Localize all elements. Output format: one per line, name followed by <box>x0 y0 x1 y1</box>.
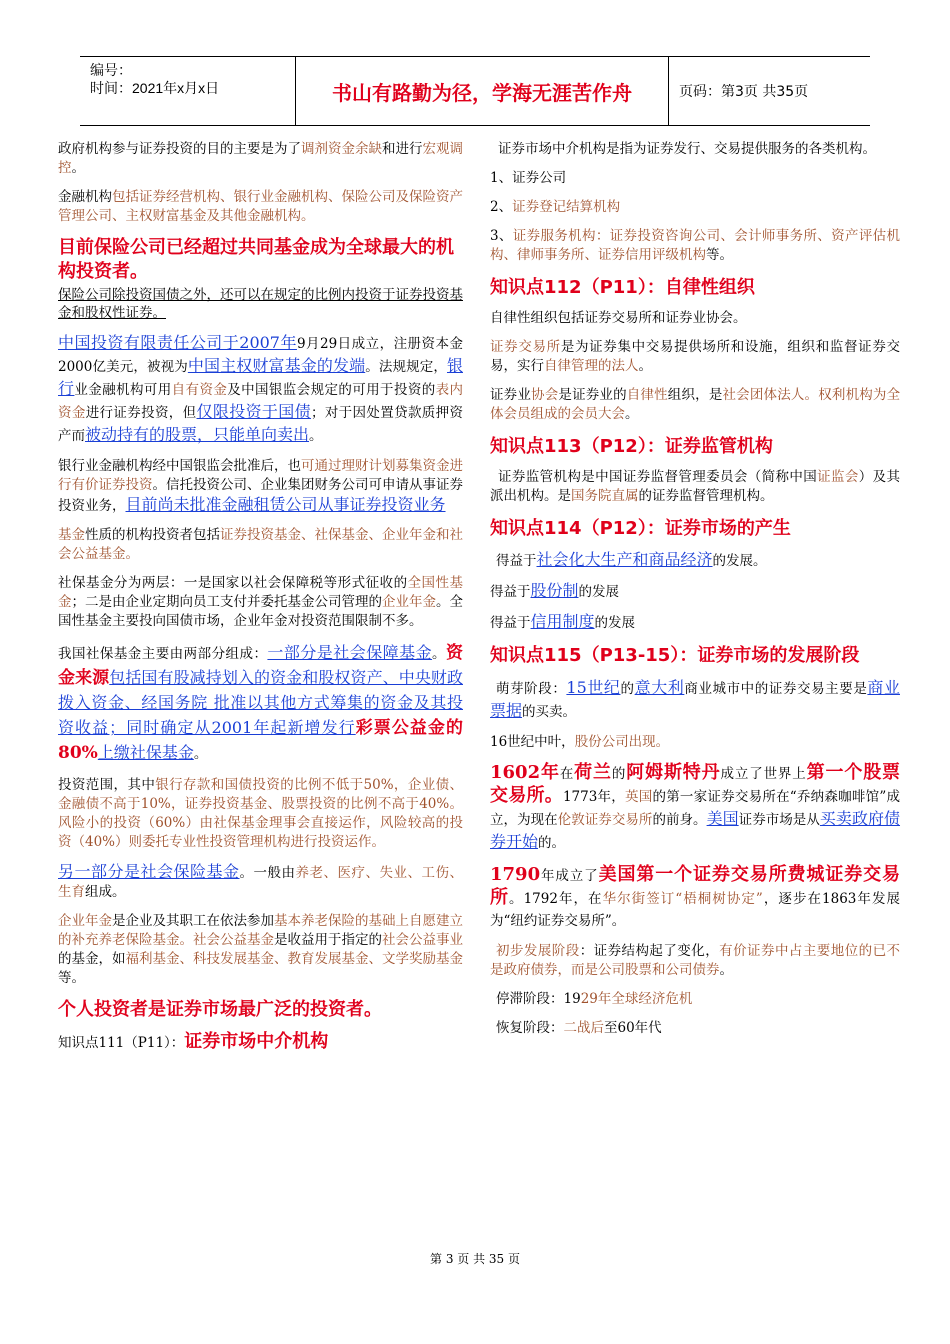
text-run: 。 <box>625 406 639 422</box>
text-run: ；二是由企业定期向员工支付并委托基金公司管理的 <box>71 594 382 610</box>
text-run: 进行证券投资，但 <box>85 405 197 421</box>
text-run: 知识点111（P11）： <box>58 1035 185 1051</box>
section-heading: 知识点112（P11）：自律性组织 <box>490 277 755 298</box>
text-run: 的 <box>620 681 635 697</box>
text-run: 养老、医疗、失业、工伤、生育 <box>58 865 463 900</box>
text-run: 信用制度 <box>530 612 595 631</box>
text-run: 业金融机构可用 <box>74 382 172 398</box>
text-run: 国务院直属 <box>571 488 639 504</box>
text-run: 证监会 <box>817 469 859 485</box>
paragraph <box>490 612 900 633</box>
text-run: ；对于因处置贷款质押资产而 <box>58 405 463 444</box>
text-run: 萌芽阶段： <box>496 681 567 697</box>
text-run: 包括证券经营机构、银行业金融机构、保险公司及保险资产管理公司、主权财富基金及其他金融机构。 <box>58 189 463 224</box>
text-run: 。 <box>432 646 447 662</box>
text-run: 。 <box>638 358 652 374</box>
highlight-heading: 目前保险公司已经超过共同基金成为全球最大的机构投资者。 <box>58 237 454 282</box>
text-run: 自律管理的法人 <box>544 358 639 374</box>
text-run: 企业年金 <box>382 594 436 610</box>
paragraph <box>490 581 900 602</box>
text-run: 伦敦证券交易所 <box>557 812 653 828</box>
text-run: 的 <box>611 766 627 782</box>
paragraph <box>58 332 463 447</box>
text-run: 投资范围，其中 <box>58 777 156 793</box>
text-run: 美国 <box>706 809 739 828</box>
text-run: 社会公益事业 <box>382 932 463 948</box>
text-run: 是为证券集中交易提供场所和设施，组织和监督证券交易，实行 <box>490 339 901 374</box>
section-title <box>58 1030 463 1054</box>
list-item <box>490 198 900 217</box>
text-run: 是企业及其职工在依法参加 <box>112 913 274 929</box>
paragraph <box>490 942 900 980</box>
page-footer: 第 3 页 共 35 页 <box>430 1252 520 1266</box>
text-run: 的发展 <box>578 584 620 600</box>
text-run: 得益于 <box>496 553 537 569</box>
section-heading: 知识点114（P12）：证券市场的产生 <box>490 518 791 539</box>
text-run: 意大利 <box>634 678 685 697</box>
text-run: 的。 <box>538 835 566 851</box>
text-run: 和进行 <box>382 141 423 157</box>
paragraph <box>58 574 463 631</box>
paragraph <box>490 990 900 1009</box>
list-item: 1、证券公司 <box>490 170 567 186</box>
text-run: 证券市场是从 <box>738 812 820 828</box>
text-run: 商业城市中的证券交易主要是 <box>684 681 868 697</box>
text-run: 社会化大生产和商品经济 <box>536 550 713 569</box>
paragraph <box>490 677 900 723</box>
text-run: 恢复阶段： <box>496 1020 564 1036</box>
text-run: 。权利机构为全体会员组成的会员大会 <box>490 387 901 422</box>
text-run: 2、 <box>490 199 513 215</box>
text-run: 等。 <box>706 247 733 263</box>
text-run: 的第一家证券交易所在“乔纳森咖啡馆”成立，为现在 <box>490 789 900 828</box>
text-run: 3、 <box>490 228 513 244</box>
text-run: 中国投资有限责任公司于2007年 <box>58 333 297 352</box>
paragraph <box>58 862 463 902</box>
text-run: 股份公司出现。 <box>574 734 670 750</box>
text-run: 16世纪中叶， <box>490 734 575 750</box>
text-run: 。 <box>71 160 85 176</box>
paragraph <box>490 550 900 571</box>
text-run: 阿姆斯特丹 <box>626 762 721 783</box>
text-run: 买卖政府债券开始 <box>490 809 901 851</box>
text-run: 华尔街签订“梧桐树协定” <box>602 891 763 907</box>
text-run: 证券监管机构是中国证券监督管理委员会（简称中国 <box>498 469 818 485</box>
text-run: 的基金，如 <box>58 951 126 967</box>
text-run: 金融机构 <box>58 189 112 205</box>
paragraph <box>58 140 463 178</box>
paragraph <box>490 1019 900 1038</box>
text-run: 被动持有的股票，只能单向卖出 <box>85 425 310 444</box>
text-run: 证券投资基金、社保基金、企业年金和社会公益基金。 <box>58 527 463 562</box>
list-item <box>490 227 900 265</box>
text-run: 社保基金分为两层：一是国家以社会保障税等形式征收的 <box>58 575 408 591</box>
text-run: 15世纪 <box>566 678 621 697</box>
text-run: 的买卖。 <box>522 704 577 720</box>
text-run: 的证券监督管理机构。 <box>638 488 774 504</box>
header-page-code: 页码：第3页 共35页 <box>679 84 809 100</box>
paragraph <box>490 864 900 932</box>
text-run: 是证券业的 <box>558 387 627 403</box>
text-run: 调剂资金余缺 <box>301 141 382 157</box>
text-run: 商业票据 <box>490 678 900 720</box>
text-run: 。 <box>309 428 323 444</box>
text-run: 社会团体法人 <box>722 387 805 403</box>
text-run: 荷兰 <box>574 762 612 783</box>
header-motto: 书山有路勤为径，学海无涯苦作舟 <box>295 57 669 125</box>
text-run: 目前尚未批准金融租赁公司从事证券投资业务 <box>125 495 446 514</box>
text-run: 证券市场中介机构 <box>184 1031 329 1052</box>
paragraph <box>490 762 900 854</box>
text-run: 证券登记结算机构 <box>512 199 621 215</box>
text-run: 至60年代 <box>604 1020 662 1036</box>
text-run: 美国第一个证券交易所费城证券交易所 <box>490 864 901 908</box>
text-run: 一部分是社会保障基金 <box>267 643 433 662</box>
right-column <box>490 140 900 1048</box>
text-run: 上缴社保基金 <box>97 743 194 762</box>
text-run: 是收益用于指定的 <box>274 932 382 948</box>
text-run: 得益于 <box>490 584 531 600</box>
text-run: 彩票公益金的80% <box>58 718 463 763</box>
text-run: 资金来源 <box>58 643 464 688</box>
text-run: 企业年金 <box>58 913 112 929</box>
text-run: 有价证券中占主要地位的已不是政府债券，而是公司股票和公司债券 <box>490 943 901 978</box>
text-run: 宏观调控 <box>58 141 463 176</box>
text-run: 另一部分是社会保险基金 <box>58 862 240 881</box>
paragraph <box>490 386 900 424</box>
text-run: 基本养老保险的基础上自愿建立的补充养老保险基金。社会公益基金 <box>58 913 463 948</box>
text-run: 银行业金融机构经中国银监会批准后，也 <box>58 458 301 474</box>
text-run: 停滞阶段：19 <box>496 991 581 1007</box>
text-run: 。 <box>193 746 208 762</box>
text-run: ：证券结构起了变化， <box>579 943 720 959</box>
paragraph <box>58 188 463 226</box>
text-run: 1602年 <box>490 762 560 783</box>
text-run: 的发展。 <box>712 553 767 569</box>
paragraph <box>490 733 900 752</box>
text-run: ）及其派出机构。是 <box>490 469 900 504</box>
text-run: 中国主权财富基金的发端 <box>187 356 366 375</box>
paragraph <box>490 468 900 506</box>
text-run: 自律性 <box>626 387 668 403</box>
text-run: 等。 <box>58 970 85 986</box>
text-run: 股份制 <box>530 581 579 600</box>
text-run: 包括国有股减持划入的资金和股权资产、中央财政拨入资金、经国务院 批准以其他方式筹集的资金及其投资收益；同时确定从2001年起新增发行 <box>58 668 463 737</box>
text-run: 组织，是 <box>667 387 723 403</box>
text-run: 英国 <box>625 789 653 805</box>
section-heading: 知识点113（P12）：证券监管机构 <box>490 436 773 457</box>
text-run: ，逐步在1863年发展为“纽约证券交易所”。 <box>490 891 901 929</box>
text-run: 29年全球经济危机 <box>580 991 693 1007</box>
number-label: 编号： <box>90 62 132 78</box>
text-run: 初步发展阶段 <box>496 943 580 959</box>
text-run: 在 <box>559 766 575 782</box>
section-heading: 知识点115（P13-15）：证券市场的发展阶段 <box>490 645 860 666</box>
paragraph <box>58 526 463 564</box>
time-label: 时间：2021年x月x日 <box>90 80 220 96</box>
text-run: 银行 <box>58 356 463 398</box>
text-run: 1773年， <box>562 789 625 805</box>
page-header <box>80 56 870 126</box>
text-run: 全国性基金 <box>58 575 464 610</box>
text-run: 成立了世界上 <box>720 766 807 782</box>
text-run: 证券交易所 <box>490 339 561 355</box>
text-run: 证券服务机构：证券投资咨询公司、会计师事务所、资产评估机构、律师事务所、证券信用评级机构 <box>490 228 901 263</box>
paragraph: 证券市场中介机构是指为证券发行、交易提供服务的各类机构。 <box>498 141 876 157</box>
left-column <box>58 140 463 1064</box>
text-run: 福利基金、科技发展基金、教育发展基金、文学奖励基金 <box>125 951 463 967</box>
paragraph <box>490 338 900 376</box>
text-run: 的发展 <box>594 615 636 631</box>
text-run: 组成。 <box>85 884 126 900</box>
text-run: 证券业 <box>490 387 532 403</box>
text-run: 得益于 <box>490 615 531 631</box>
text-run: 自有资金 <box>171 382 228 398</box>
paragraph <box>58 457 463 516</box>
text-run: 仅限投资于国债 <box>196 402 311 421</box>
paragraph: 自律性组织包括证券交易所和证券业协会。 <box>490 310 747 326</box>
text-run: 基金 <box>58 527 85 543</box>
text-run: 可通过理财计划募集资金进行有价证券投资 <box>58 458 463 493</box>
text-run: 性质的机构投资者包括 <box>85 527 220 543</box>
text-run: 。信托投资公司、企业集团财务公司可申请从事证券投资业务， <box>58 477 463 514</box>
text-run: 。 <box>719 962 733 978</box>
header-meta <box>80 57 295 125</box>
paragraph: 保险公司除投资国债之外，还可以在规定的比例内投资于证券投资基金和股权性证券。 <box>58 287 463 321</box>
text-run: 。全国性基金主要投向国债市场，企业年金对投资范围限制不多。 <box>58 594 463 629</box>
paragraph <box>58 641 463 766</box>
text-run: 第一个股票交易所。 <box>490 762 901 806</box>
text-run: 1790 <box>490 864 541 885</box>
paragraph <box>58 912 463 988</box>
text-run: 。一般由 <box>239 865 296 881</box>
text-run: 及中国银监会规定的可用于投资的 <box>227 382 436 398</box>
text-run: 政府机构参与证券投资的目的主要是为了 <box>58 141 301 157</box>
text-run: 表内资金 <box>58 382 464 421</box>
text-run: 银行存款和国债投资的比例不低于50%，企业债、金融债不高于10%，证券投资基金、股票投资的比例不高于40%。风险小的投资（60%）由社保基金理事会直接运作，风险较高的投资（40%）则委托专业性投资管理机构进行投资运作。 <box>58 777 463 850</box>
text-run: 二战后 <box>563 1020 604 1036</box>
paragraph <box>58 776 463 852</box>
text-run: 协会 <box>531 387 559 403</box>
text-run: 。1792年，在 <box>509 891 603 907</box>
text-run: 的前身。 <box>652 812 707 828</box>
text-run: 我国社保基金主要由两部分组成： <box>58 646 268 662</box>
text-run: 。法规规定， <box>365 359 447 375</box>
highlight-heading: 个人投资者是证券市场最广泛的投资者。 <box>58 999 382 1020</box>
text-run: 年成立了 <box>540 868 599 884</box>
text-run: 9月29日成立，注册资本金2000亿美元，被视为 <box>58 336 463 375</box>
